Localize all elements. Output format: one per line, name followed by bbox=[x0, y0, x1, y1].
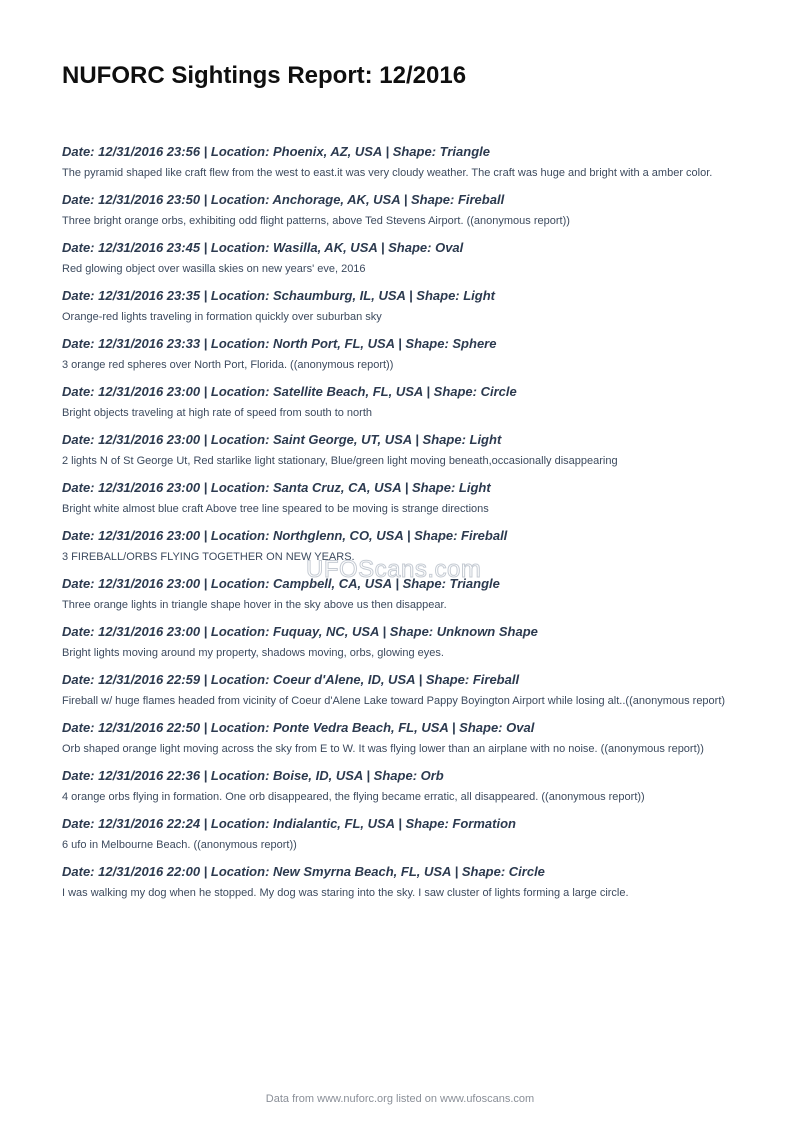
entry-header: Date: 12/31/2016 22:50 | Location: Ponte Vedra Beach, FL, USA | Shape: Oval bbox=[62, 720, 535, 735]
entry-description: Bright white almost blue craft Above tree line speared to be moving is strange directions bbox=[62, 503, 489, 515]
entry-description: Three orange lights in triangle shape hover in the sky above us then disappear. bbox=[62, 599, 447, 611]
entry-header: Date: 12/31/2016 23:35 | Location: Schaumburg, IL, USA | Shape: Light bbox=[62, 288, 496, 303]
sightings-list bbox=[62, 143, 742, 911]
sighting-entry bbox=[62, 527, 742, 565]
watermark: UFOScans.com bbox=[306, 556, 482, 583]
page-title: NUFORC Sightings Report: 12/2016 bbox=[62, 62, 467, 89]
entry-header: Date: 12/31/2016 23:45 | Location: Wasilla, AK, USA | Shape: Oval bbox=[62, 240, 464, 255]
entry-header: Date: 12/31/2016 22:00 | Location: New Smyrna Beach, FL, USA | Shape: Circle bbox=[62, 864, 545, 879]
entry-description: I was walking my dog when he stopped. My dog was staring into the sky. I saw cluster of lights forming a large circle. bbox=[62, 887, 629, 899]
footer-credit: Data from www.nuforc.org listed on www.ufoscans.com bbox=[265, 1093, 535, 1105]
sighting-entry bbox=[62, 815, 742, 853]
sighting-entry bbox=[62, 143, 742, 181]
entry-header: Date: 12/31/2016 23:00 | Location: Campbell, CA, USA | Shape: Triangle bbox=[62, 576, 500, 591]
sighting-entry bbox=[62, 239, 742, 277]
sighting-entry bbox=[62, 335, 742, 373]
entry-description: Red glowing object over wasilla skies on new years' eve, 2016 bbox=[62, 263, 366, 275]
sighting-entry bbox=[62, 719, 742, 757]
entry-header: Date: 12/31/2016 23:00 | Location: Fuquay, NC, USA | Shape: Unknown Shape bbox=[62, 624, 538, 639]
entry-header: Date: 12/31/2016 23:00 | Location: Santa Cruz, CA, USA | Shape: Light bbox=[62, 480, 491, 495]
entry-header: Date: 12/31/2016 23:00 | Location: Saint George, UT, USA | Shape: Light bbox=[62, 432, 502, 447]
entry-header: Date: 12/31/2016 23:33 | Location: North Port, FL, USA | Shape: Sphere bbox=[62, 336, 497, 351]
sighting-entry bbox=[62, 623, 742, 661]
sighting-entry bbox=[62, 287, 742, 325]
entry-description: 3 orange red spheres over North Port, Florida. ((anonymous report)) bbox=[62, 359, 394, 371]
entry-description: 2 lights N of St George Ut, Red starlike light stationary, Blue/green light moving beneath,occasionally disappearing bbox=[62, 455, 618, 467]
entry-description: The pyramid shaped like craft flew from the west to east.it was very cloudy weather. The craft was huge and bright with a amber color. bbox=[62, 167, 713, 179]
entry-header: Date: 12/31/2016 23:00 | Location: Northglenn, CO, USA | Shape: Fireball bbox=[62, 528, 508, 543]
entry-description: 4 orange orbs flying in formation. One orb disappeared, the flying became erratic, all disappeared. ((anonymous report)) bbox=[62, 791, 645, 803]
sighting-entry bbox=[62, 575, 742, 613]
entry-header: Date: 12/31/2016 22:36 | Location: Boise, ID, USA | Shape: Orb bbox=[62, 768, 444, 783]
entry-header: Date: 12/31/2016 22:24 | Location: Indialantic, FL, USA | Shape: Formation bbox=[62, 816, 516, 831]
entry-header: Date: 12/31/2016 23:50 | Location: Anchorage, AK, USA | Shape: Fireball bbox=[62, 192, 505, 207]
entry-description: Orange-red lights traveling in formation quickly over suburban sky bbox=[62, 311, 382, 323]
sighting-entry bbox=[62, 671, 742, 709]
entry-description: Orb shaped orange light moving across the sky from E to W. It was flying lower than an airplane with no noise. ((anonymous report)) bbox=[62, 743, 704, 755]
sighting-entry bbox=[62, 863, 742, 901]
entry-header: Date: 12/31/2016 22:59 | Location: Coeur d'Alene, ID, USA | Shape: Fireball bbox=[62, 672, 520, 687]
entry-description: Fireball w/ huge flames headed from vicinity of Coeur d'Alene Lake toward Pappy Boyington Airport while losing alt..((anonymous report) bbox=[62, 695, 726, 707]
sighting-entry bbox=[62, 383, 742, 421]
entry-description: 6 ufo in Melbourne Beach. ((anonymous report)) bbox=[62, 839, 297, 851]
entry-header: Date: 12/31/2016 23:56 | Location: Phoenix, AZ, USA | Shape: Triangle bbox=[62, 144, 490, 159]
entry-description: Bright objects traveling at high rate of speed from south to north bbox=[62, 407, 373, 419]
entry-description: Bright lights moving around my property, shadows moving, orbs, glowing eyes. bbox=[62, 647, 444, 659]
sighting-entry bbox=[62, 479, 742, 517]
entry-description: Three bright orange orbs, exhibiting odd flight patterns, above Ted Stevens Airport. ((anonymous report)) bbox=[62, 215, 570, 227]
sighting-entry bbox=[62, 767, 742, 805]
entry-header: Date: 12/31/2016 23:00 | Location: Satellite Beach, FL, USA | Shape: Circle bbox=[62, 384, 517, 399]
entry-description: 3 FIREBALL/ORBS FLYING TOGETHER ON NEW YEARS. bbox=[62, 551, 355, 563]
sighting-entry bbox=[62, 191, 742, 229]
sighting-entry bbox=[62, 431, 742, 469]
